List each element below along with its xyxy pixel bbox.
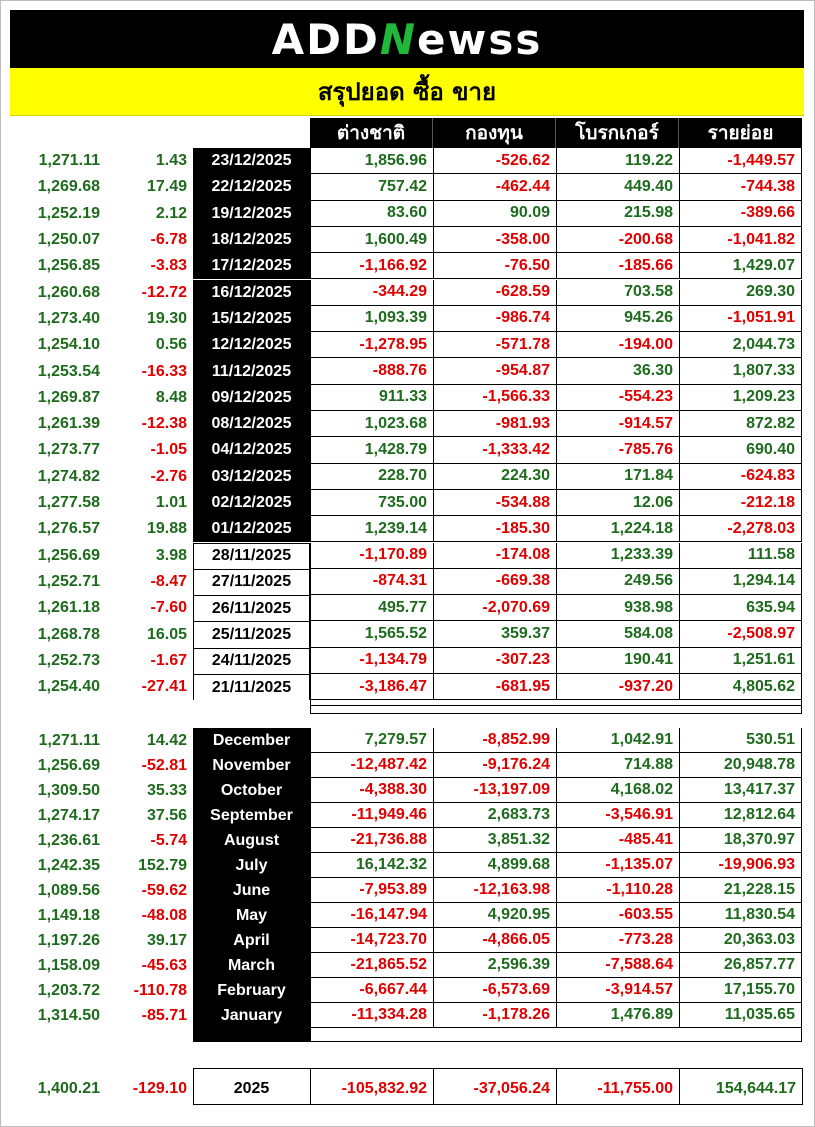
date-label: 01/12/2025: [193, 516, 310, 542]
subtitle-bar: [10, 68, 804, 116]
index-change-value: 37.56: [146, 806, 187, 824]
index-change-value: 16.05: [146, 625, 187, 643]
foreign-value: 16,142.32: [310, 853, 433, 878]
set-index-value: 1,271.11: [38, 152, 100, 170]
foreign-value: 1,856.96: [310, 148, 433, 174]
foreign-value: -16,147.94: [310, 903, 433, 928]
fund-value: -954.87: [433, 358, 556, 384]
table-row: [0, 728, 815, 753]
broker-value: 249.56: [556, 569, 679, 595]
fund-value: -981.93: [433, 411, 556, 437]
retail-value: -2,278.03: [679, 516, 802, 542]
set-index-value: 1,256.69: [37, 546, 100, 564]
set-index-value: 1,269.87: [37, 388, 100, 406]
table-row: [0, 201, 815, 227]
table-row: [0, 385, 815, 411]
set-index-value: 1,276.57: [37, 520, 100, 538]
index-change-value: 2.12: [155, 204, 187, 222]
set-index-value: 1,260.68: [37, 283, 100, 301]
table-row: [0, 174, 815, 200]
retail-value: 12,812.64: [679, 803, 802, 828]
retail-value: 635.94: [679, 595, 802, 621]
table-row: [0, 516, 815, 542]
column-header-fund: กองทุน: [433, 118, 556, 148]
index-change-value: 39.17: [146, 931, 187, 949]
broker-value: -914.57: [556, 411, 679, 437]
broker-value: 215.98: [556, 201, 679, 227]
index-change-value: -7.60: [150, 599, 187, 617]
retail-value: 4,805.62: [679, 674, 802, 700]
column-header-foreign: ต่างชาติ: [310, 118, 433, 148]
foreign-value: 757.42: [310, 174, 433, 200]
foreign-value: 911.33: [310, 385, 433, 411]
foreign-value: 495.77: [310, 595, 433, 621]
foreign-value: -1,170.89: [310, 543, 433, 569]
index-change-value: -1.05: [150, 441, 187, 459]
broker-value: 190.41: [556, 648, 679, 674]
retail-value: 2,044.73: [679, 332, 802, 358]
foreign-value: 1,239.14: [310, 516, 433, 542]
set-index-value: 1,149.18: [37, 906, 100, 924]
retail-value: 111.58: [679, 543, 802, 569]
foreign-value: 1,093.39: [310, 306, 433, 332]
foreign-value: -14,723.70: [310, 928, 433, 953]
retail-value: 1,294.14: [679, 569, 802, 595]
retail-value: -1,051.91: [679, 306, 802, 332]
fund-value: -2,070.69: [433, 595, 556, 621]
foreign-value: -1,166.92: [310, 253, 433, 279]
broker-value: 171.84: [556, 464, 679, 490]
retail-value: 11,830.54: [679, 903, 802, 928]
month-label: February: [193, 978, 310, 1003]
foreign-value: -4,388.30: [310, 778, 433, 803]
retail-value: 690.40: [679, 437, 802, 463]
set-index-value: 1,273.40: [37, 309, 100, 327]
date-label: 17/12/2025: [193, 253, 310, 279]
broker-value: -1,110.28: [556, 878, 679, 903]
date-label: 12/12/2025: [193, 332, 310, 358]
broker-value: -937.20: [556, 674, 679, 700]
retail-value: -389.66: [679, 201, 802, 227]
month-label: March: [193, 953, 310, 978]
retail-value: -624.83: [679, 464, 802, 490]
date-label: 24/11/2025: [193, 648, 310, 674]
retail-value: -212.18: [679, 490, 802, 516]
retail-value: 11,035.65: [679, 1003, 802, 1028]
foreign-value: -12,487.42: [310, 753, 433, 778]
table-row: [0, 753, 815, 778]
index-change-value: -2.76: [150, 467, 187, 485]
index-change-value: -1.67: [150, 651, 187, 669]
set-index-value: 1,256.69: [37, 756, 100, 774]
foreign-value: -1,278.95: [310, 332, 433, 358]
broker-value: 703.58: [556, 280, 679, 306]
table-row: [0, 828, 815, 853]
table-row: [0, 595, 815, 621]
table-spacer: [310, 1028, 802, 1042]
retail-value: 1,251.61: [679, 648, 802, 674]
index-change-value: 19.30: [146, 309, 187, 327]
set-index-value: 1,268.78: [37, 625, 100, 643]
retail-value: -2,508.97: [679, 621, 802, 647]
broker-value: 1,476.89: [556, 1003, 679, 1028]
foreign-value: 735.00: [310, 490, 433, 516]
total-retail: 154,644.17: [715, 1080, 796, 1097]
retail-value: 1,807.33: [679, 358, 802, 384]
month-label: December: [193, 728, 310, 753]
column-header-retail: รายย่อย: [707, 122, 774, 144]
table-row: [0, 674, 815, 700]
retail-value: 21,228.15: [679, 878, 802, 903]
broker-value: -1,135.07: [556, 853, 679, 878]
broker-value: 36.30: [556, 358, 679, 384]
fund-value: -628.59: [433, 280, 556, 306]
retail-value: 17,155.70: [679, 978, 802, 1003]
fund-value: 3,851.32: [433, 828, 556, 853]
index-change-value: 1.01: [155, 494, 187, 512]
set-index-value: 1,197.26: [37, 931, 100, 949]
set-index-value: 1,236.61: [37, 831, 100, 849]
set-index-value: 1,253.54: [37, 362, 100, 380]
date-label: 03/12/2025: [193, 464, 310, 490]
date-label: 21/11/2025: [193, 674, 310, 700]
retail-value: 13,417.37: [679, 778, 802, 803]
table-row: [0, 953, 815, 978]
date-label: 23/12/2025: [193, 148, 310, 174]
index-change-value: 0.56: [155, 336, 187, 354]
broker-value: -7,588.64: [556, 953, 679, 978]
table-spacer: [310, 700, 802, 714]
fund-value: -4,866.05: [433, 928, 556, 953]
date-label: 22/12/2025: [193, 174, 310, 200]
set-index-value: 1,252.71: [37, 572, 100, 590]
table-row: [0, 853, 815, 878]
set-index-value: 1,250.07: [37, 231, 100, 249]
retail-value: -744.38: [679, 174, 802, 200]
fund-value: -571.78: [433, 332, 556, 358]
foreign-value: 1,600.49: [310, 227, 433, 253]
fund-value: -526.62: [433, 148, 556, 174]
fund-value: -9,176.24: [433, 753, 556, 778]
set-index-value: 1,252.73: [37, 651, 100, 669]
broker-value: -554.23: [556, 385, 679, 411]
broker-value: -3,546.91: [556, 803, 679, 828]
index-change-value: 3.98: [155, 546, 187, 564]
date-label: 02/12/2025: [193, 490, 310, 516]
date-label: 09/12/2025: [193, 385, 310, 411]
month-label: January: [193, 1003, 310, 1028]
foreign-value: 83.60: [310, 201, 433, 227]
total-index: 1,400.21: [37, 1080, 100, 1097]
index-change-value: -52.81: [141, 756, 187, 774]
table-row: [0, 621, 815, 647]
fund-value: 2,683.73: [433, 803, 556, 828]
index-change-value: 35.33: [146, 781, 187, 799]
index-change-value: 1.43: [155, 152, 187, 170]
table-row: [0, 978, 815, 1003]
total-fund: -37,056.24: [473, 1080, 550, 1097]
broker-value: 4,168.02: [556, 778, 679, 803]
set-index-value: 1,274.17: [37, 806, 100, 824]
retail-value: -1,449.57: [679, 148, 802, 174]
foreign-value: -888.76: [310, 358, 433, 384]
foreign-value: 1,023.68: [310, 411, 433, 437]
month-label: August: [193, 828, 310, 853]
total-broker: -11,755.00: [597, 1080, 673, 1097]
table-row: [0, 569, 815, 595]
foreign-value: 228.70: [310, 464, 433, 490]
broker-value: -200.68: [556, 227, 679, 253]
set-index-value: 1,158.09: [37, 956, 100, 974]
broker-value: 1,233.39: [556, 543, 679, 569]
retail-value: 18,370.97: [679, 828, 802, 853]
date-label: 26/11/2025: [193, 595, 310, 621]
table-row: [0, 490, 815, 516]
table-row: [0, 1003, 815, 1028]
retail-value: -19,906.93: [679, 853, 802, 878]
logo-bar: [10, 10, 804, 68]
broker-value: -785.76: [556, 437, 679, 463]
table-row: [0, 878, 815, 903]
set-index-value: 1,256.85: [37, 257, 100, 275]
foreign-value: -7,953.89: [310, 878, 433, 903]
index-change-value: 8.48: [155, 388, 187, 406]
index-change-value: -85.71: [141, 1006, 187, 1024]
fund-value: -76.50: [433, 253, 556, 279]
foreign-value: -3,186.47: [310, 674, 433, 700]
broker-value: -3,914.57: [556, 978, 679, 1003]
foreign-value: -11,334.28: [310, 1003, 433, 1028]
fund-value: -307.23: [433, 648, 556, 674]
month-label: November: [193, 753, 310, 778]
date-label: 25/11/2025: [193, 621, 310, 647]
table-row: [0, 148, 815, 174]
date-label: 04/12/2025: [193, 437, 310, 463]
fund-value: 224.30: [433, 464, 556, 490]
broker-value: -185.66: [556, 253, 679, 279]
set-index-value: 1,242.35: [37, 856, 100, 874]
set-index-value: 1,271.11: [38, 731, 100, 749]
total-year: 2025: [233, 1080, 270, 1097]
set-index-value: 1,089.56: [37, 881, 100, 899]
fund-value: -669.38: [433, 569, 556, 595]
date-label: 27/11/2025: [193, 569, 310, 595]
table-row: [0, 332, 815, 358]
broker-value: 449.40: [556, 174, 679, 200]
date-label: 08/12/2025: [193, 411, 310, 437]
table-row: [0, 411, 815, 437]
index-change-value: -12.72: [141, 283, 187, 301]
fund-value: 90.09: [433, 201, 556, 227]
month-label: May: [193, 903, 310, 928]
foreign-value: -21,736.88: [310, 828, 433, 853]
fund-value: -185.30: [433, 516, 556, 542]
month-label: July: [193, 853, 310, 878]
fund-value: 4,899.68: [433, 853, 556, 878]
index-change-value: 17.49: [146, 178, 187, 196]
page-title: สรุปยอด ซื้อ ขาย: [317, 78, 497, 106]
table-row: [0, 227, 815, 253]
retail-value: 530.51: [679, 728, 802, 753]
broker-value: 938.98: [556, 595, 679, 621]
table-row: [0, 928, 815, 953]
total-row: [0, 1074, 815, 1104]
fund-value: -358.00: [433, 227, 556, 253]
broker-value: 12.06: [556, 490, 679, 516]
set-index-value: 1,269.68: [37, 178, 100, 196]
set-index-value: 1,261.39: [37, 415, 100, 433]
broker-value: -194.00: [556, 332, 679, 358]
month-label: September: [193, 803, 310, 828]
index-change-value: 152.79: [138, 856, 187, 874]
index-change-value: -12.38: [141, 415, 187, 433]
index-change-value: 19.88: [146, 520, 187, 538]
fund-value: -986.74: [433, 306, 556, 332]
table-row: [0, 648, 815, 674]
retail-value: 20,948.78: [679, 753, 802, 778]
broker-value: -773.28: [556, 928, 679, 953]
fund-value: -1,178.26: [433, 1003, 556, 1028]
addnewss-logo: ADDNewss: [271, 14, 543, 64]
month-label: June: [193, 878, 310, 903]
broker-value: 1,042.91: [556, 728, 679, 753]
index-change-value: -45.63: [141, 956, 187, 974]
foreign-value: 7,279.57: [310, 728, 433, 753]
index-change-value: -48.08: [141, 906, 187, 924]
fund-value: -8,852.99: [433, 728, 556, 753]
set-index-value: 1,273.77: [37, 441, 100, 459]
fund-value: 359.37: [433, 621, 556, 647]
broker-value: 1,224.18: [556, 516, 679, 542]
fund-value: 2,596.39: [433, 953, 556, 978]
foreign-value: -6,667.44: [310, 978, 433, 1003]
table-row: [0, 280, 815, 306]
table-row: [0, 464, 815, 490]
month-label: April: [193, 928, 310, 953]
foreign-value: -874.31: [310, 569, 433, 595]
total-foreign: -105,832.92: [341, 1080, 427, 1097]
retail-value: -1,041.82: [679, 227, 802, 253]
fund-value: 4,920.95: [433, 903, 556, 928]
set-index-value: 1,203.72: [37, 981, 100, 999]
set-index-value: 1,274.82: [37, 467, 100, 485]
table-row: [0, 253, 815, 279]
set-index-value: 1,254.10: [37, 336, 100, 354]
fund-value: -12,163.98: [433, 878, 556, 903]
index-change-value: -59.62: [141, 881, 187, 899]
retail-value: 872.82: [679, 411, 802, 437]
index-change-value: -16.33: [141, 362, 187, 380]
total-change: -129.10: [132, 1080, 187, 1097]
fund-value: -534.88: [433, 490, 556, 516]
foreign-value: 1,428.79: [310, 437, 433, 463]
retail-value: 1,429.07: [679, 253, 802, 279]
broker-value: -485.41: [556, 828, 679, 853]
month-label: October: [193, 778, 310, 803]
date-label: 15/12/2025: [193, 306, 310, 332]
index-change-value: -5.74: [150, 831, 187, 849]
fund-value: -174.08: [433, 543, 556, 569]
broker-value: 119.22: [556, 148, 679, 174]
index-change-value: -3.83: [150, 257, 187, 275]
set-index-value: 1,254.40: [37, 678, 100, 696]
foreign-value: -1,134.79: [310, 648, 433, 674]
fund-value: -681.95: [433, 674, 556, 700]
index-change-value: -6.78: [150, 231, 187, 249]
fund-value: -1,333.42: [433, 437, 556, 463]
date-label: 28/11/2025: [193, 543, 310, 569]
broker-value: -603.55: [556, 903, 679, 928]
column-header-broker: โบรกเกอร์: [556, 118, 679, 148]
index-change-value: -110.78: [133, 981, 187, 999]
foreign-value: 1,565.52: [310, 621, 433, 647]
column-headers: [310, 118, 802, 148]
broker-value: 714.88: [556, 753, 679, 778]
index-change-value: -8.47: [150, 572, 187, 590]
fund-value: -13,197.09: [433, 778, 556, 803]
table-row: [0, 903, 815, 928]
table-row: [0, 306, 815, 332]
table-row: [0, 803, 815, 828]
set-index-value: 1,277.58: [37, 494, 100, 512]
retail-value: 1,209.23: [679, 385, 802, 411]
broker-value: 945.26: [556, 306, 679, 332]
retail-value: 26,857.77: [679, 953, 802, 978]
retail-value: 20,363.03: [679, 928, 802, 953]
fund-value: -1,566.33: [433, 385, 556, 411]
set-index-value: 1,252.19: [37, 204, 100, 222]
table-row: [0, 358, 815, 384]
foreign-value: -11,949.46: [310, 803, 433, 828]
date-label: 16/12/2025: [193, 280, 310, 306]
foreign-value: -344.29: [310, 280, 433, 306]
retail-value: 269.30: [679, 280, 802, 306]
table-row: [0, 437, 815, 463]
set-index-value: 1,314.50: [37, 1006, 100, 1024]
set-index-value: 1,261.18: [37, 599, 100, 617]
index-change-value: -27.41: [141, 678, 187, 696]
foreign-value: -21,865.52: [310, 953, 433, 978]
broker-value: 584.08: [556, 621, 679, 647]
date-label: 19/12/2025: [193, 201, 310, 227]
date-label: 18/12/2025: [193, 227, 310, 253]
table-row: [0, 778, 815, 803]
table-row: [0, 543, 815, 569]
fund-value: -462.44: [433, 174, 556, 200]
index-change-value: 14.42: [146, 731, 187, 749]
set-index-value: 1,309.50: [37, 781, 100, 799]
date-label: 11/12/2025: [193, 358, 310, 384]
fund-value: -6,573.69: [433, 978, 556, 1003]
